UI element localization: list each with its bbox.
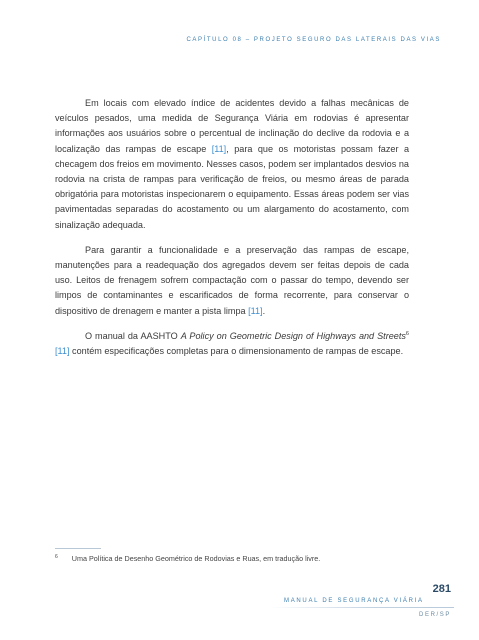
paragraph-1-text-a: Em locais com elevado índice de acidentes devido a falhas mecânicas de veículos pesados, uma medida de Segurança Viária em rodovias é apresentar informações aos usuários sobre o percentual de inclinação do declive da rodovia e a localização das rampas de escape xyxy=(55,98,409,154)
paragraph-3-text-b: contém especificações completas para o dimensionamento de rampas de escape. xyxy=(69,346,404,357)
chapter-header: CAPÍTULO 08 – PROJETO SEGURO DAS LATERAIS DAS VIAS xyxy=(186,37,441,43)
paragraph-3-text-a: O manual da AASHTO xyxy=(85,330,181,341)
paragraph-3 xyxy=(55,329,409,359)
paragraph-2 xyxy=(55,243,409,319)
footer-divider xyxy=(270,607,454,608)
footnote xyxy=(55,554,320,563)
body-text xyxy=(55,96,409,369)
book-title: A Policy on Geometric Design of Highways and Streets xyxy=(180,330,406,341)
footnote-text: Uma Política de Desenho Geométrico de Rodovias e Ruas, em tradução livre. xyxy=(71,554,321,563)
reference-link[interactable]: [11] xyxy=(248,305,263,316)
organization-name: DER/SP xyxy=(419,612,451,618)
paragraph-1 xyxy=(55,96,409,233)
footnote-mark: 6 xyxy=(55,553,58,560)
paragraph-1-text-b: , para que os motoristas possam fazer a checagem dos freios em movimento. Nesses casos, podem ser implantados desvios na rodovia na crista de rampas para verificação de freios, ou mesmo áreas de parada obrigatória para motoristas inspecionarem o equipamento. Essas áreas podem ser vias pavimentadas separadas do acostamento ou um alargamento do acostamento, com sinalização adequada. xyxy=(55,143,410,230)
paragraph-2-text-a: Para garantir a funcionalidade e a preservação das rampas de escape, manutenções para a readequação dos agregados devem ser feitas depois de cada uso. Leitos de frenagem sofrem compactação com o passar do tempo, devendo ser limpos de contaminantes e escarificados de forma recorrente, para conservar o dispositivo de drenagem e manter a pista limpa xyxy=(55,244,409,316)
manual-title: MANUAL DE SEGURANÇA VIÁRIA xyxy=(284,598,424,604)
page-number: 281 xyxy=(432,583,451,595)
footnote-divider xyxy=(55,548,101,549)
reference-link[interactable]: [11] xyxy=(55,346,70,357)
paragraph-2-text-b: . xyxy=(262,305,266,316)
reference-link[interactable]: [11] xyxy=(211,143,227,154)
footnote-reference[interactable]: 6 xyxy=(405,330,409,337)
